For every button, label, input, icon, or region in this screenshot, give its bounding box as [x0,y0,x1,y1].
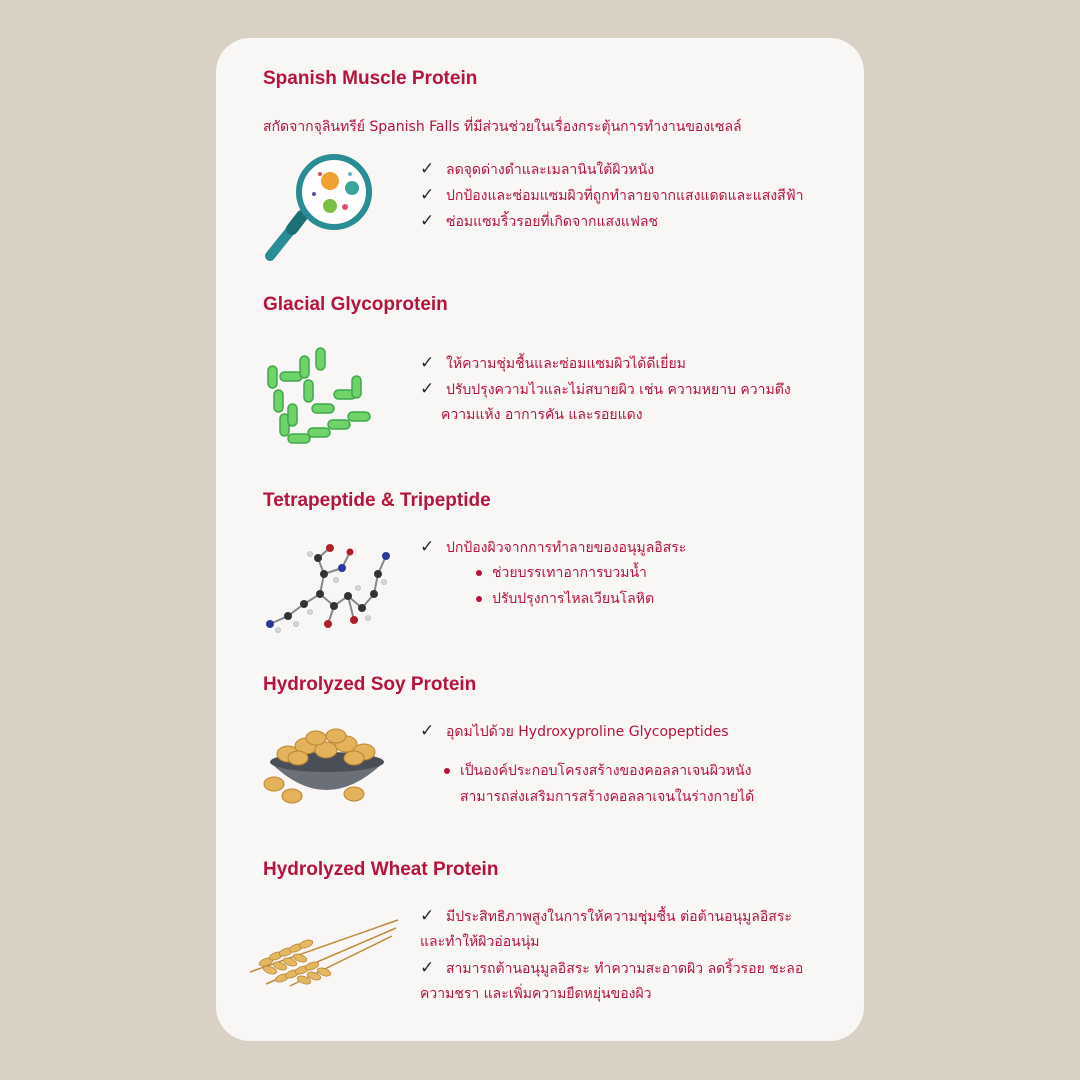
bullet-item: ✓ ปรับปรุงความไวและไม่สบายผิว เช่น ความหยาบ ความตึง [420,376,791,402]
bullet-item: ✓ ลดจุดด่างดำและเมลานินใต้ผิวหนัง [420,156,804,182]
bullet-list [420,156,804,234]
check-icon: ✓ [420,537,435,557]
bullet-list [420,903,803,1007]
check-icon: ✓ [420,906,435,926]
bullet-continuation: ความชรา และเพิ่มความยืดหยุ่นของผิว [420,986,652,1002]
bullet-continuation: และทำให้ผิวอ่อนนุ่ม [420,934,540,950]
bullet-item: ✓ มีประสิทธิภาพสูงในการให้ความชุ่มชื้น ต่อต้านอนุมูลอิสระ [420,903,803,929]
wheat-icon [246,914,402,988]
bullet-item: ✓ สามารถต้านอนุมูลอิสระ ทำความสะอาดผิว ลดริ้วรอย ชะลอ [420,955,803,981]
bullet-list [420,534,686,612]
bullet-item: ✓ ซ่อมแซมริ้วรอยที่เกิดจากแสงแฟลช [420,208,804,234]
section-intro: สกัดจากจุลินทรีย์ Spanish Falls ที่มีส่วนช่วยในเรื่องกระตุ้นการทำงานของเซลล์ [263,119,742,135]
check-icon: ✓ [420,185,435,205]
bullet-dot-icon [476,596,482,602]
soybean-bowl-icon [262,728,390,810]
check-icon: ✓ [420,159,435,179]
sub-bullet-continuation: สามารถส่งเสริมการสร้างคอลลาเจนในร่างกายได้ [460,789,755,805]
content-card [216,38,864,1041]
section-title-glacial-glycoprotein: Glacial Glycoprotein [263,294,448,315]
bullet-dot-icon [476,570,482,576]
magnifier-bacteria-icon [262,152,378,264]
molecule-icon [262,534,394,638]
bullet-item: ✓ ปกป้องและซ่อมแซมผิวที่ถูกทำลายจากแสงแดดและแสงสีฟ้า [420,182,804,208]
section-title-hydrolyzed-soy-protein: Hydrolyzed Soy Protein [263,674,477,695]
bullet-list [420,718,754,810]
sub-bullet-item: เป็นองค์ประกอบโครงสร้างของคอลลาเจนผิวหนัง [420,758,754,784]
bullet-continuation: ความแห้ง อาการคัน และรอยแดง [441,407,643,423]
bullet-item: ✓ ปกป้องผิวจากการทำลายของอนุมูลอิสระ [420,534,686,560]
check-icon: ✓ [420,353,435,373]
bullet-item: ✓ ให้ความชุ่มชื้นและซ่อมแซมผิวได้ดีเยี่ยม [420,350,791,376]
bullet-dot-icon [444,768,450,774]
check-icon: ✓ [420,721,435,741]
section-title-tetrapeptide-tripeptide: Tetrapeptide & Tripeptide [263,490,491,511]
check-icon: ✓ [420,379,435,399]
section-title-spanish-muscle-protein: Spanish Muscle Protein [263,68,478,89]
check-icon: ✓ [420,211,435,231]
check-icon: ✓ [420,958,435,978]
sub-bullet-item: ช่วยบรรเทาอาการบวมน้ำ [420,560,686,586]
sub-bullet-item: ปรับปรุงการไหลเวียนโลหิต [420,586,686,612]
bullet-list [420,350,791,428]
bullet-item: ✓ อุดมไปด้วย Hydroxyproline Glycopeptides [420,718,754,744]
green-bacteria-chain-icon [264,346,376,458]
section-title-hydrolyzed-wheat-protein: Hydrolyzed Wheat Protein [263,859,499,880]
